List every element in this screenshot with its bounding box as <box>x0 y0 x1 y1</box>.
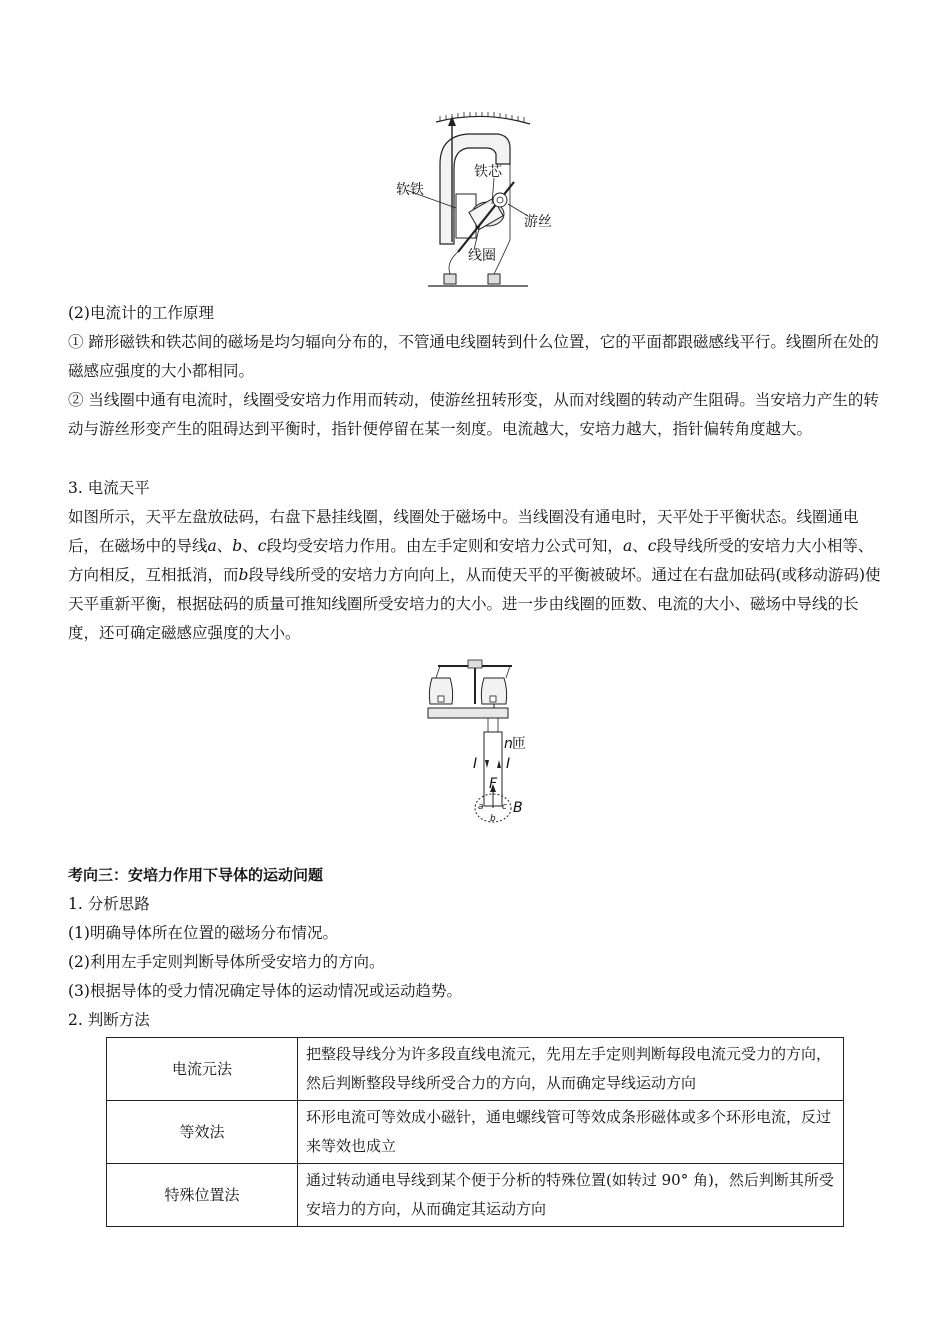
field-label: B <box>513 800 523 816</box>
current-balance-figure <box>418 656 538 832</box>
force-label: F <box>489 776 498 792</box>
table-row <box>107 1164 844 1227</box>
segment-c-label: c <box>502 802 507 812</box>
current-right-label: I <box>506 756 511 772</box>
analysis-heading: 1. 分析思路 <box>68 895 150 913</box>
analysis-item-2: (2)利用左手定则判断导体所受安培力的方向。 <box>68 953 385 971</box>
section2-heading: (2)电流计的工作原理 <box>68 304 214 322</box>
turns-label: 匝 <box>512 736 526 752</box>
method-description: 通过转动通电导线到某个便于分析的特殊位置(如转过 90° 角)，然后判断其所受安培力的方向，从而确定其运动方向 <box>298 1164 844 1227</box>
methods-heading: 2. 判断方法 <box>68 1011 150 1029</box>
method-name: 等效法 <box>107 1101 298 1164</box>
method-description: 把整段导线分为许多段直线电流元，先用左手定则判断每段电流元受力的方向，然后判断整段导线所受合力的方向，从而确定导线运动方向 <box>298 1038 844 1101</box>
method-description: 环形电流可等效成小磁针，通电螺线管可等效成条形磁体或多个环形电流，反过来等效也成立 <box>298 1101 844 1164</box>
section3-heading: 3. 电流天平 <box>68 479 150 497</box>
turns-n-label: n <box>504 736 513 752</box>
analysis-item-1: (1)明确导体所在位置的磁场分布情况。 <box>68 924 338 942</box>
method-name: 电流元法 <box>107 1038 298 1101</box>
galvanometer-figure <box>388 112 568 292</box>
table-row <box>107 1101 844 1164</box>
hairspring-label: 游丝 <box>524 214 552 230</box>
segment-a-label: a <box>478 802 484 812</box>
soft-iron-label: 软铁 <box>396 182 424 198</box>
analysis-item-3: (3)根据导体的受力情况确定导体的运动情况或运动趋势。 <box>68 982 462 1000</box>
section3-body: 如图所示，天平左盘放砝码，右盘下悬挂线圈，线圈处于磁场中。当线圈没有通电时，天平处于平衡状态。线圈通电后，在磁场中的导线a、b、c段均受安培力作用。由左手定则和安培力公式可知，a、c段导线所受的安培力大小相等、方向相反，互相抵消，而b段导线所受的安培力方向向上，从而使天平的平衡被破坏。通过在右盘加砝码(或移动游码)使天平重新平衡，根据砝码的质量可推知线圈所受安培力的大小。进一步由线圈的匝数、电流的大小、磁场中导线的长度，还可确定磁感应强度的大小。 <box>68 508 881 642</box>
kaoxiang3-title: 考向三：安培力作用下导体的运动问题 <box>68 866 324 884</box>
coil-label: 线圈 <box>468 248 496 264</box>
section2-item2: ② 当线圈中通有电流时，线圈受安培力作用而转动，使游丝扭转形变，从而对线圈的转动产生阻碍。当安培力产生的转动与游丝形变产生的阻碍达到平衡时，指针便停留在某一刻度。电流越大，安培力越大，指针偏转角度越大。 <box>68 391 879 438</box>
current-left-label: I <box>473 756 478 772</box>
section2-item1: ① 蹄形磁铁和铁芯间的磁场是均匀辐向分布的，不管通电线圈转到什么位置，它的平面都跟磁感线平行。线圈所在处的磁感应强度的大小都相同。 <box>68 333 879 380</box>
methods-table <box>106 1037 844 1227</box>
segment-b-label: b <box>490 814 496 824</box>
method-name: 特殊位置法 <box>107 1164 298 1227</box>
table-row <box>107 1038 844 1101</box>
iron-core-label: 铁芯 <box>474 164 502 180</box>
